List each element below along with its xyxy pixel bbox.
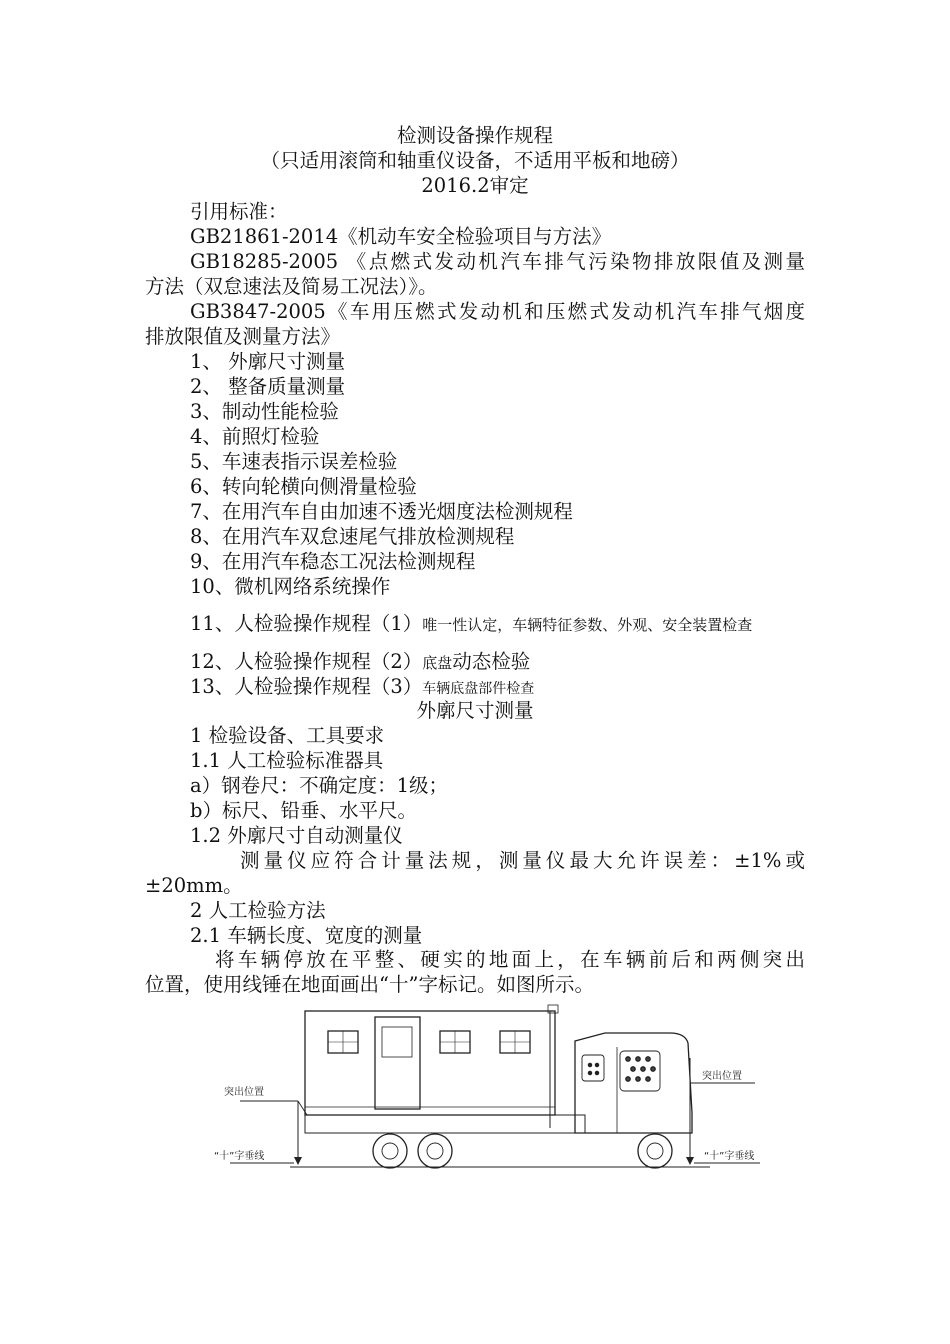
front-wheel xyxy=(638,1134,672,1168)
toc-item-13 xyxy=(190,675,534,701)
toc-item: 5、车速表指示误差检验 xyxy=(190,450,398,473)
chassis-frame xyxy=(305,1115,585,1133)
paragraph-1-2a: 测量仪应符合计量法规，测量仪最大允许误差：±1%或 xyxy=(240,849,805,872)
label-right-bottom: “十”字垂线 xyxy=(704,1151,755,1162)
toc-item-13-main: 13、人检验操作规程（3） xyxy=(190,675,423,698)
heading-1-2: 1.2 外廓尺寸自动测量仪 xyxy=(190,824,403,847)
toc-item-11 xyxy=(190,612,752,637)
vehicle-measurement-figure xyxy=(210,1003,790,1188)
ref-standard-3b: 排放限值及测量方法》 xyxy=(145,325,341,348)
truck-cab xyxy=(575,1033,692,1133)
heading-1: 1 检验设备、工具要求 xyxy=(190,724,385,747)
paragraph-1-2b: ±20mm。 xyxy=(145,874,243,897)
heading-2-1: 2.1 车辆长度、宽度的测量 xyxy=(190,924,423,947)
doc-title: 检测设备操作规程 xyxy=(396,124,553,147)
toc-item: 10、微机网络系统操作 xyxy=(190,575,391,598)
ref-heading: 引用标准： xyxy=(190,200,288,223)
toc-item: 9、在用汽车稳态工况法检测规程 xyxy=(190,550,476,573)
label-left-bottom: “十”字垂线 xyxy=(214,1151,265,1162)
toc-item: 6、转向轮横向侧滑量检验 xyxy=(190,475,417,498)
rear-wheel-1 xyxy=(373,1134,407,1168)
toc-item: 8、在用汽车双怠速尾气排放检测规程 xyxy=(190,525,515,548)
toc-item: 4、前照灯检验 xyxy=(190,425,320,448)
paragraph-2-1a: 将车辆停放在平整、硬实的地面上，在车辆前后和两侧突出 xyxy=(215,948,805,971)
list-item-a: a）钢卷尺：不确定度：1级； xyxy=(190,774,449,797)
heading-1-1: 1.1 人工检验标准器具 xyxy=(190,749,384,772)
toc-item-12 xyxy=(190,650,530,675)
cab-side-window xyxy=(582,1055,604,1081)
toc-item-12-main: 12、人检验操作规程（2） xyxy=(190,650,423,673)
label-right-top: 突出位置 xyxy=(702,1071,742,1082)
doc-subtitle: （只适用滚筒和轴重仪设备，不适用平板和地磅） xyxy=(260,149,690,172)
cargo-box xyxy=(305,1011,555,1115)
list-item-b: b）标尺、铅垂、水平尺。 xyxy=(190,799,417,822)
ref-standard-2b: 方法（双怠速法及简易工况法）》。 xyxy=(145,275,438,298)
toc-item: 7、在用汽车自由加速不透光烟度法检测规程 xyxy=(190,500,573,523)
doc-date: 2016.2审定 xyxy=(421,174,529,197)
ref-standard-3a: GB3847-2005《车用压燃式发动机和压燃式发动机汽车排气烟度 xyxy=(190,300,805,323)
toc-item-12-sub: 底盘 xyxy=(422,654,453,672)
label-left-top: 突出位置 xyxy=(224,1087,264,1098)
toc-item-13-sub: 车辆底盘部件检查 xyxy=(422,681,535,697)
toc-item: 3、制动性能检验 xyxy=(190,400,339,423)
toc-item: 2、 整备质量测量 xyxy=(190,375,346,398)
toc-item-11-main: 11、人检验操作规程（1） xyxy=(190,612,423,635)
ref-standard-2a: GB18285-2005 《点燃式发动机汽车排气污染物排放限值及测量 xyxy=(190,250,805,273)
paragraph-2-1b: 位置，使用线锤在地面画出“十”字标记。如图所示。 xyxy=(145,973,594,996)
heading-2: 2 人工检验方法 xyxy=(190,899,326,922)
ref-standard-1: GB21861-2014《机动车安全检验项目与方法》 xyxy=(190,225,612,248)
toc-item-12-tail: 动态检验 xyxy=(452,650,531,673)
section-title: 外廓尺寸测量 xyxy=(416,699,534,722)
rear-wheel-2 xyxy=(418,1134,452,1168)
toc-item-11-sub: 唯一性认定，车辆特征参数、外观、安全装置检查 xyxy=(422,616,753,634)
truck-diagram xyxy=(210,1003,790,1188)
toc-item: 1、 外廓尺寸测量 xyxy=(190,350,346,373)
